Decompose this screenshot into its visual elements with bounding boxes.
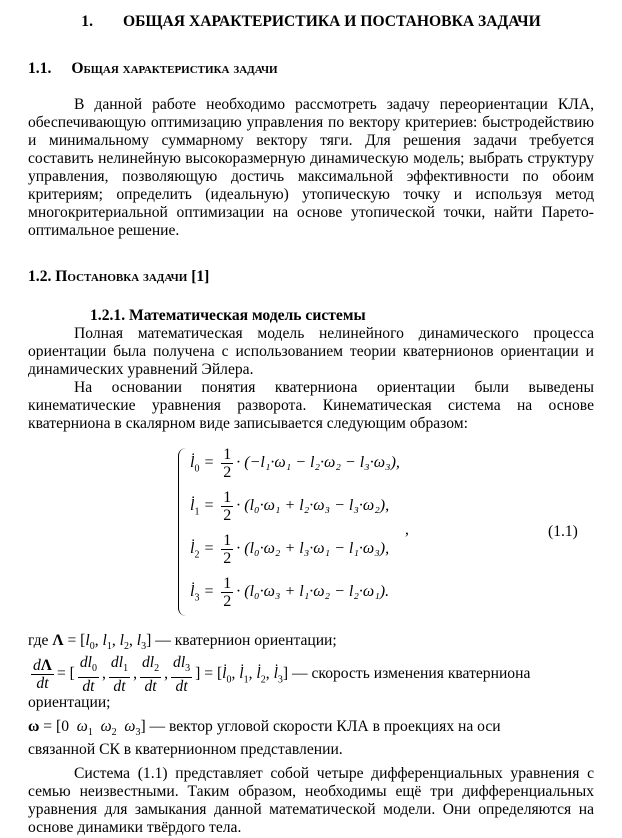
heading-number: 1. [81, 13, 93, 30]
model-paragraph-2: На основании понятия кватерниона ориентации были выведены кинематические уравнения разворота. Кинематическая система на основе кватерниона в скалярном виде записывается следующим образом: [28, 379, 594, 432]
section-1-2-1-heading [28, 307, 622, 325]
kinematic-equations [178, 446, 438, 618]
section-number: 1.1. [28, 60, 52, 77]
model-paragraph-1: Полная математическая модель нелинейного динамического процесса ориентации была получена с использованием теории кватернионов ориентации и динамических уравнений Эйлера. [28, 325, 594, 378]
definition-text: — скорость изменения кватерниона [292, 665, 531, 683]
section-1-1-paragraph: В данной работе необходимо рассмотреть задачу переориентации КЛА, обеспечивающую оптимизацию управления по вектору критериев: быстродействию и минимальному суммарному вектору тяги. Для решения задачи требуется составить нелинейную высокоразмерную динамическую модель; выбрать структуру управления, позволяющую достичь максимальной эффективности по обоим критериям; определить (идеальную) утопическую точку и используя метод многокритериальной оптимизации на основе утопической точки, найти Парето-оптимальное решение. [28, 96, 594, 239]
section-1-1-heading [28, 60, 594, 78]
citation: [1] [191, 268, 210, 285]
section-title: Общая характеристика задачи [71, 60, 278, 77]
system-brace [178, 448, 187, 616]
equation-line: $l̇_3$ = $\frac{1}{2}$ · (l₀·ω₃ + l₁·ω₂ − l₂·ω₁). [190, 575, 390, 610]
omega-definition: ω = [0 $\omega_1$ $\omega_2$ $\omega_3$] — вектор угловой скорости КЛА в проекциях на оси [28, 718, 501, 739]
definition-text: — вектор угловой скорости КЛА в проекциях на оси [149, 718, 501, 735]
equation-rhs: (l₀·ω₁ + l₂·ω₃ − l₃·ω₂), [244, 497, 390, 515]
heading-1 [28, 13, 594, 31]
definition-text-continued: ориентации; [28, 694, 111, 711]
definition-text: — кватернион ориентации; [155, 632, 337, 649]
section-number: 1.2. [28, 268, 52, 285]
equation-rhs: (−l₁·ω₁ − l₂·ω₂ − l₃·ω₃), [244, 454, 400, 472]
definition-text-continued: связанной СК в кватернионном представлении. [28, 741, 343, 758]
equation-comma: , [405, 521, 409, 538]
equation-line: $l̇_2$ = $\frac{1}{2}$ · (l₀·ω₂ + l₃·ω₁ − l₁·ω₃), [190, 532, 390, 567]
closing-paragraph: Система (1.1) представляет собой четыре дифференциальных уравнения с семью неизвестными. Таким образом, необходимы ещё три дифференциальных уравнения для замыкания данной математической модели. Они определяются на основе динамики твёрдого тела. [28, 765, 594, 836]
equation-line: $l̇_1$ = $\frac{1}{2}$ · (l₀·ω₁ + l₂·ω₃ − l₃·ω₂), [190, 489, 390, 524]
where-label: где [28, 632, 49, 649]
equation-rhs: (l₀·ω₂ + l₃·ω₁ − l₁·ω₃), [244, 540, 390, 558]
section-title: Математическая модель системы [129, 307, 366, 324]
equation-number: (1.1) [548, 523, 578, 540]
section-title: Постановка задачи [55, 268, 188, 285]
lambda-definition: где $\Lambda = [l_0$, $l_1$, $l_2$, $l_3$] — кватернион ориентации; [28, 632, 337, 653]
equation-line: $l̇_0$ = $\frac{1}{2}$ · (−l₁·ω₁ − l₂·ω₂ − l₃·ω₃), [190, 446, 400, 481]
section-1-2-heading [28, 268, 594, 286]
section-number: 1.2.1. [90, 307, 126, 324]
equation-rhs: (l₀·ω₃ + l₁·ω₂ − l₂·ω₁). [244, 583, 390, 601]
dlambda-definition: $\frac{d\Lambda}{dt}$ = [ $\frac{dl_0}{dt}$ , $\frac{dl_1}{dt}$ , $\frac{dl_2}{dt}$ , $\frac{dl_3}{dt}$ ] = [$l̇_0$, $l̇_1$, $l̇_2$, $l̇_3$] — скорость изменения кватерниона [33, 654, 531, 696]
heading-title: ОБЩАЯ ХАРАКТЕРИСТИКА И ПОСТАНОВКА ЗАДАЧИ [122, 13, 541, 30]
